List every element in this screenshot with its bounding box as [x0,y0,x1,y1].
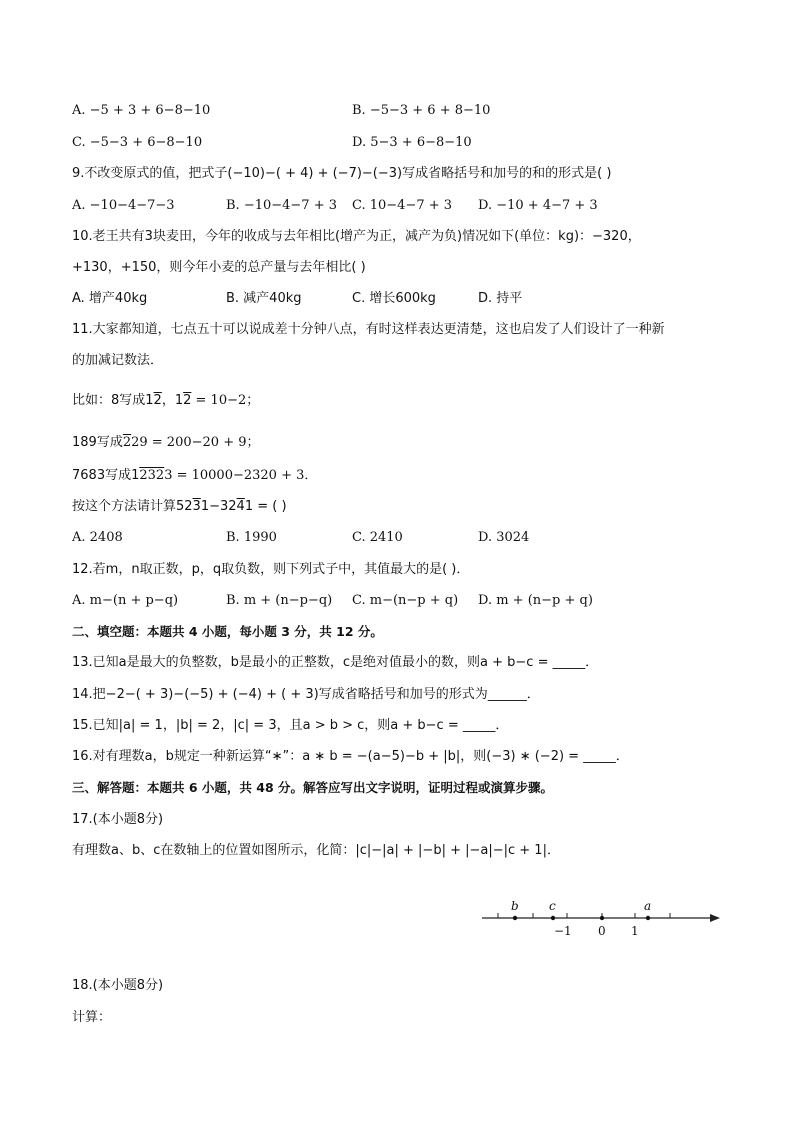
q8-option-b: B. −5−3 + 6 + 8−10 [352,103,491,118]
q10-option-d: D. 持平 [478,291,523,306]
q10-stem-line2: +130，+150，则今年小麦的总产量与去年相比( ) [72,260,366,275]
q17-title: 17.(本小题8分) [72,812,164,827]
q9-option-c: C. 10−4−7 + 3 [352,198,453,213]
point-c [551,916,555,920]
q18-title: 18.(本小题8分) [72,978,164,993]
q18-stem: 计算： [72,1010,112,1025]
q14-stem: 14.把−2−( + 3)−(−5) + (−4) + ( + 3)写成省略括号和加号的形式为______． [72,687,540,702]
q17-stem: 有理数a、b、c在数轴上的位置如图所示，化简：|c|−|a| + |−b| + |−a|−|c + 1|． [72,843,560,858]
section-fill-in-heading: 二、填空题：本题共 4 小题，每小题 3 分，共 12 分。 [72,624,383,639]
q11-stem-line1: 11.大家都知道，七点五十可以说成差十分钟八点，有时这样表达更清楚，这也启发了人们设计了一种新 [72,322,665,337]
q11-stem-line2: 的加减记数法． [72,353,164,368]
q8-option-d: D. 5−3 + 6−8−10 [352,135,472,150]
q11-example-189: 189写成229 = 200−20 + 9； [72,435,260,450]
q9-option-b: B. −10−4−7 + 3 [226,198,338,213]
q11-example-7683: 7683写成12323 = 10000−2320 + 3． [72,468,318,483]
q12-option-a: A. m−(n + p−q) [72,593,179,608]
number-line-figure [478,896,728,942]
q12-option-d: D. m + (n−p + q) [478,593,593,608]
point-a [646,916,650,920]
q16-stem: 16.对有理数a，b规定一种新运算“∗”：a ∗ b = −(a−5)−b + |b|，则(−3) ∗ (−2) = _____． [72,749,629,764]
label-c: c [549,899,556,913]
label-zero: 0 [598,924,606,938]
q11-option-c: C. 2410 [352,530,403,545]
q10-option-b: B. 减产40kg [226,291,302,306]
q13-stem: 13.已知a是最大的负整数，b是最小的正整数，c是绝对值最小的数，则a + b−c = _____． [72,655,599,670]
label-one: 1 [631,924,639,938]
number-line-ticks [498,913,670,918]
q11-option-b: B. 1990 [226,530,277,545]
q10-stem-line1: 10.老王共有3块麦田，今年的收成与去年相比(增产为正，减产为负)情况如下(单位：kg)：−320， [72,229,641,244]
label-minus-one: −1 [554,924,572,938]
q11-option-d: D. 3024 [478,530,530,545]
q11-question: 按这个方法请计算5231−3241 = ( ) [72,499,287,514]
q12-option-b: B. m + (n−p−q) [226,593,333,608]
q8-option-c: C. −5−3 + 6−8−10 [72,135,203,150]
q9-option-a: A. −10−4−7−3 [72,198,175,213]
q11-option-a: A. 2408 [72,530,123,545]
q9-stem: 9.不改变原式的值，把式子(−10)−( + 4) + (−7)−(−3)写成省略括号和加号的和的形式是( ) [72,166,612,181]
number-line-arrow [710,914,720,922]
q9-option-d: D. −10 + 4−7 + 3 [478,198,598,213]
q10-option-c: C. 增长600kg [352,291,436,306]
label-b: b [511,899,519,913]
label-a: a [644,899,652,913]
q12-option-c: C. m−(n−p + q) [352,593,459,608]
q15-stem: 15.已知|a| = 1，|b| = 2，|c| = 3，且a > b > c，则a + b−c = _____． [72,718,509,733]
q8-option-a: A. −5 + 3 + 6−8−10 [72,103,211,118]
q12-stem: 12.若m，n取正数，p，q取负数，则下列式子中，其值最大的是( )． [72,562,470,577]
q10-option-a: A. 增产40kg [72,291,148,306]
point-zero [600,916,604,920]
point-b [513,916,517,920]
q11-example-8: 比如：8写成12，12 = 10−2； [72,393,260,408]
section-solution-heading: 三、解答题：本题共 6 小题，共 48 分。解答应写出文字说明，证明过程或演算步骤。 [72,780,554,795]
